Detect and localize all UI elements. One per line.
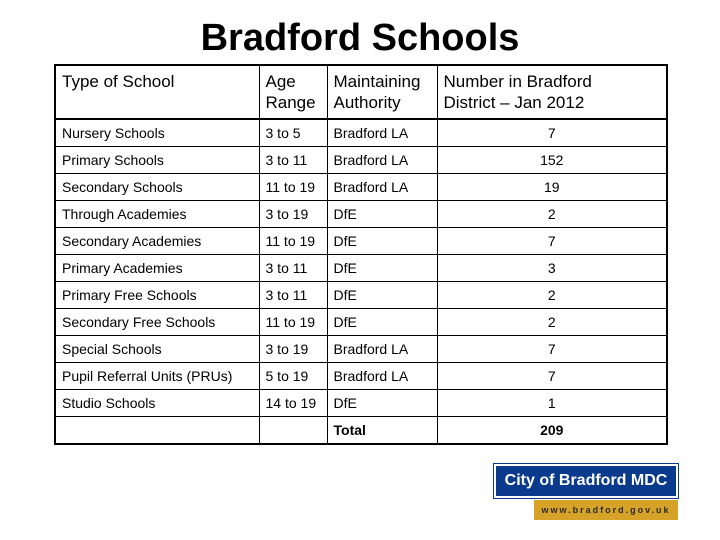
cell-authority: Bradford LA [327, 147, 437, 174]
table-row [55, 336, 667, 363]
cell-age-range: 11 to 19 [259, 228, 327, 255]
cell-number: 2 [437, 201, 667, 228]
cell-school-type: Pupil Referral Units (PRUs) [55, 363, 259, 390]
header-type-of-school: Type of School [55, 65, 259, 119]
cell-school-type: Primary Free Schools [55, 282, 259, 309]
header-age-range: Age Range [259, 65, 327, 119]
logo-url: www.bradford.gov.uk [534, 500, 678, 520]
cell-age-range: 3 to 11 [259, 255, 327, 282]
city-of-bradford-logo [494, 464, 678, 520]
cell-authority: DfE [327, 282, 437, 309]
cell-age-range: 11 to 19 [259, 309, 327, 336]
header-number-in-district: Number in Bradford District – Jan 2012 [437, 65, 667, 119]
table-row [55, 174, 667, 201]
table-row [55, 147, 667, 174]
cell-authority: DfE [327, 255, 437, 282]
cell-age-range: 11 to 19 [259, 174, 327, 201]
cell-school-type: Secondary Schools [55, 174, 259, 201]
table-row [55, 363, 667, 390]
cell-school-type: Nursery Schools [55, 119, 259, 147]
logo-name: City of Bradford MDC [494, 464, 678, 498]
cell-age-range: 3 to 19 [259, 201, 327, 228]
table-row [55, 390, 667, 417]
cell-authority: Bradford LA [327, 174, 437, 201]
logo-accent [494, 500, 532, 520]
table-row [55, 255, 667, 282]
page-title: Bradford Schools [200, 17, 520, 59]
schools-table [54, 64, 668, 445]
cell-school-type: Through Academies [55, 201, 259, 228]
total-label: Total [327, 417, 437, 445]
cell-school-type: Special Schools [55, 336, 259, 363]
cell-school-type: Primary Academies [55, 255, 259, 282]
table-row [55, 201, 667, 228]
table-row [55, 282, 667, 309]
cell-number: 7 [437, 336, 667, 363]
total-row [55, 417, 667, 445]
cell-number: 152 [437, 147, 667, 174]
total-value: 209 [437, 417, 667, 445]
cell-authority: DfE [327, 309, 437, 336]
table-row [55, 119, 667, 147]
cell-authority: DfE [327, 201, 437, 228]
cell-age-range: 5 to 19 [259, 363, 327, 390]
cell-authority: DfE [327, 228, 437, 255]
table-header-row [55, 65, 667, 119]
cell-age-range: 3 to 5 [259, 119, 327, 147]
cell-age-range: 3 to 11 [259, 282, 327, 309]
cell-number: 2 [437, 309, 667, 336]
cell-school-type: Primary Schools [55, 147, 259, 174]
header-maintaining-authority: Maintaining Authority [327, 65, 437, 119]
cell-number: 7 [437, 228, 667, 255]
cell-number: 3 [437, 255, 667, 282]
cell-number: 19 [437, 174, 667, 201]
cell-age-range: 3 to 19 [259, 336, 327, 363]
cell-school-type: Secondary Free Schools [55, 309, 259, 336]
cell-number: 7 [437, 119, 667, 147]
cell-authority: DfE [327, 390, 437, 417]
cell-authority: Bradford LA [327, 363, 437, 390]
cell-number: 7 [437, 363, 667, 390]
cell-school-type: Studio Schools [55, 390, 259, 417]
table-row [55, 309, 667, 336]
cell-number: 1 [437, 390, 667, 417]
cell-school-type: Secondary Academies [55, 228, 259, 255]
cell-authority: Bradford LA [327, 336, 437, 363]
cell-authority: Bradford LA [327, 119, 437, 147]
table-row [55, 228, 667, 255]
cell-number: 2 [437, 282, 667, 309]
cell-age-range: 3 to 11 [259, 147, 327, 174]
cell-age-range: 14 to 19 [259, 390, 327, 417]
